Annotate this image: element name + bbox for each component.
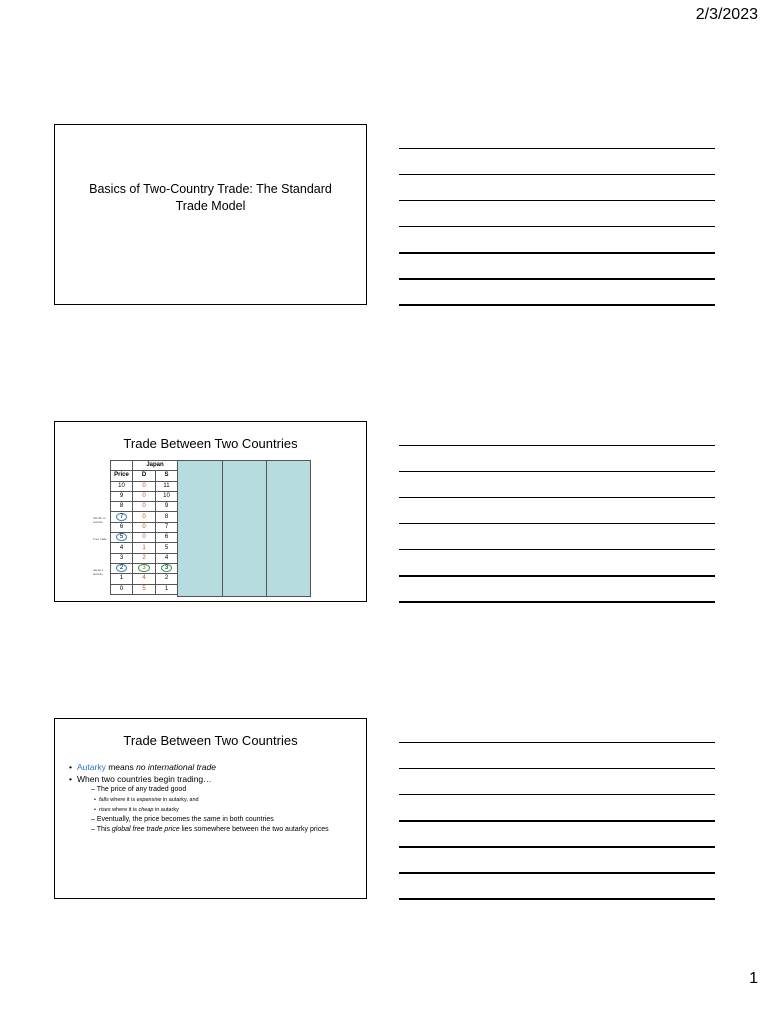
bullet-list [69,761,356,835]
table-row: 3 2 4 [111,553,178,563]
table-row: 6 0 7 [111,522,178,532]
table-group-header: Japan [133,461,178,471]
circled-price: 5 [116,533,127,541]
circled-price: 2 [116,564,127,572]
table-row: 10 0 11 [111,481,178,491]
note-line [399,601,715,603]
note-line [399,768,715,769]
note-line [399,872,715,874]
header-date: 2/3/2023 [695,6,758,23]
circled-demand: 3 [138,564,149,572]
note-line [399,174,715,175]
table-row: 5 0 6 [111,533,178,543]
note-line [399,445,715,446]
note-line [399,794,715,795]
note-line [399,252,715,254]
side-note: Free trade [93,537,107,541]
table-row: 4 1 5 [111,543,178,553]
slide-1-title: Basics of Two-Country Trade: The Standard Trade Model [89,182,332,213]
note-line [399,898,715,900]
col-header-supply: S [156,471,178,481]
page-number: 1 [749,970,758,987]
note-line [399,278,715,280]
slide-2-notes-lines [399,445,715,627]
slide-3-thumbnail [54,718,367,899]
table-row: 9 0 10 [111,491,178,501]
table-row: 7 0 8 [111,512,178,522]
side-note: Japan's autarky [93,568,104,576]
note-line [399,304,715,306]
cover-divider [222,461,223,596]
hidden-columns-cover [177,460,311,597]
slide-1-notes-lines [399,148,715,330]
circled-supply: 3 [161,564,172,572]
slide-1-thumbnail [54,124,367,305]
japan-demand-supply-table [110,460,178,595]
note-line [399,226,715,227]
cover-divider [266,461,267,596]
table-row: 1 4 2 [111,574,178,584]
sub-bullet-item: – The price of any traded good [91,786,187,793]
note-line [399,200,715,201]
note-line [399,497,715,498]
table-row: 8 0 9 [111,502,178,512]
slide-2-thumbnail [54,421,367,602]
slide-2-title: Trade Between Two Countries [123,436,298,451]
note-line [399,471,715,472]
note-line [399,575,715,577]
sub-bullet-item: – Eventually, the price becomes the same in both countries [91,816,274,823]
circled-price: 7 [116,513,127,521]
note-line [399,846,715,848]
sub-sub-bullet-item: • rises where it is cheap in autarky [69,805,356,815]
table-row: 0 5 1 [111,584,178,594]
note-line [399,820,715,822]
slide-3-title: Trade Between Two Countries [123,733,298,748]
note-line [399,148,715,149]
bullet-item: • Autarky means no international trade [69,761,356,773]
sub-bullet-item: – This global free trade price lies somewhere between the two autarky prices [91,826,329,833]
slide-3-notes-lines [399,742,715,924]
sub-sub-bullet-item: • falls where it is expensive in autarky, and [69,795,356,805]
note-line [399,549,715,550]
col-header-price: Price [111,471,133,481]
col-header-demand: D [133,471,156,481]
table-row [111,563,178,573]
side-note: Similar to autarky [93,516,106,524]
note-line [399,742,715,743]
bullet-item: • When two countries begin trading… [69,773,356,785]
note-line [399,523,715,524]
